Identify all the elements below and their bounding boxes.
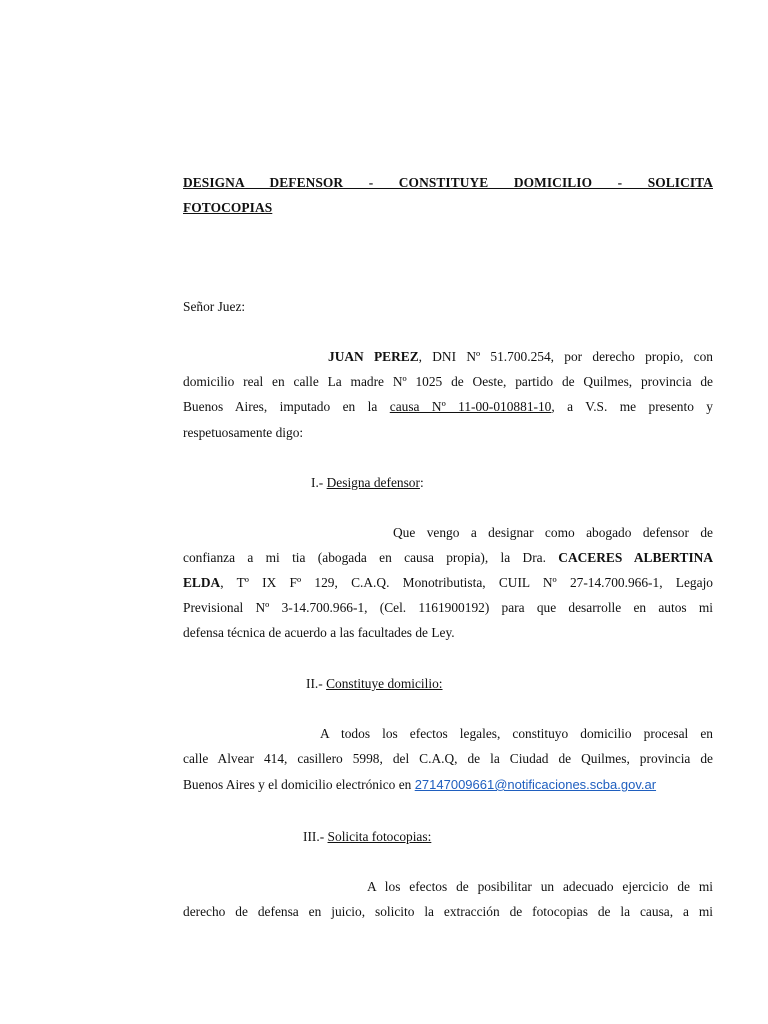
section-1-heading	[183, 473, 713, 493]
section-2-title: Constituye domicilio:	[326, 676, 443, 691]
section-1-title: Designa defensor	[326, 475, 420, 490]
section-3-number: III.-	[303, 829, 328, 844]
section-1-line-3-text: , Tº IX Fº 129, C.A.Q. Monotributista, CUIL Nº 27-14.700.966-1, Legajo	[220, 575, 713, 590]
section-3-heading	[183, 827, 713, 847]
document-title	[183, 170, 713, 220]
lawyer-name-part-2: ELDA	[183, 575, 221, 590]
section-2-heading	[183, 674, 713, 694]
title-line-1: DESIGNA DEFENSOR - CONSTITUYE DOMICILIO - SOLICITA	[183, 175, 713, 190]
intro-line-3-a: Buenos Aires, imputado en la	[183, 399, 390, 414]
case-number: causa Nº 11-00-010881-10	[389, 399, 552, 414]
section-3-title: Solicita fotocopias:	[327, 829, 432, 844]
defendant-name: JUAN PEREZ	[328, 349, 419, 364]
section-1-colon: :	[419, 475, 424, 490]
section-1-line-2	[183, 548, 713, 568]
section-2-line-1: A todos los efectos legales, constituyo domicilio procesal en	[320, 726, 713, 741]
section-1-line-1: Que vengo a designar como abogado defensor de	[393, 525, 713, 540]
lawyer-name-part-1: CACERES ALBERTINA	[558, 550, 714, 565]
intro-line-3-b: , a V.S. me presento y	[551, 399, 713, 414]
section-2-line-3	[183, 775, 713, 795]
section-1-number: I.-	[311, 475, 327, 490]
intro-line-4: respetuosamente digo:	[183, 425, 304, 440]
intro-line-1-text: , DNI Nº 51.700.254, por derecho propio, con	[418, 349, 713, 364]
section-1-line-4: Previsional Nº 3-14.700.966-1, (Cel. 1161900192) para que desarrolle en autos mi	[183, 600, 713, 615]
section-1-line-2-text: confianza a mi tia (abogada en causa propia), la Dra.	[183, 550, 559, 565]
section-2-number: II.-	[306, 676, 327, 691]
intro-line-1	[183, 347, 713, 367]
section-3-line-2: derecho de defensa en juicio, solicito la extracción de fotocopias de la causa, a mi	[183, 904, 713, 919]
electronic-domicile-link[interactable]: 27147009661@notificaciones.scba.gov.ar	[414, 777, 657, 792]
title-line-2: FOTOCOPIAS	[183, 200, 273, 215]
section-1-line-5: defensa técnica de acuerdo a las facultades de Ley.	[183, 625, 455, 640]
section-2-line-3-text: Buenos Aires y el domicilio electrónico en	[183, 777, 415, 792]
section-2-line-2: calle Alvear 414, casillero 5998, del C.A.Q, de la Ciudad de Quilmes, provincia de	[183, 751, 713, 766]
section-1-line-3	[183, 573, 713, 593]
salutation: Señor Juez:	[183, 299, 246, 314]
section-3-line-1: A los efectos de posibilitar un adecuado ejercicio de mi	[367, 879, 713, 894]
intro-line-2: domicilio real en calle La madre Nº 1025 de Oeste, partido de Quilmes, provincia de	[183, 374, 713, 389]
intro-line-3	[183, 397, 713, 417]
